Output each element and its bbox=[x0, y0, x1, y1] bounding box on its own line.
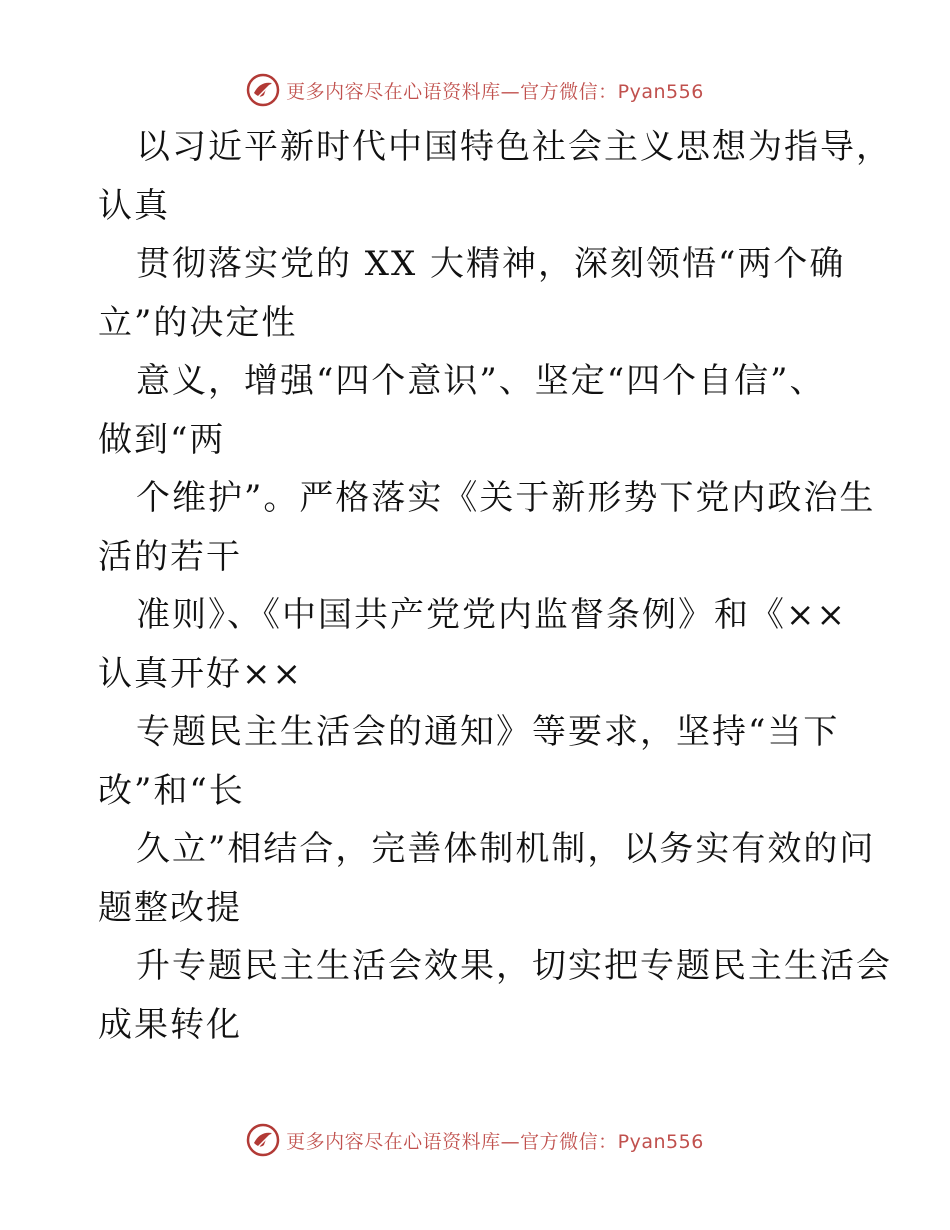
text-line: 升专题民主生活会效果，切实把专题民主生活会 bbox=[136, 946, 892, 986]
footer-banner-separator: — bbox=[500, 1130, 521, 1153]
text-line: 改”和“长 bbox=[98, 770, 245, 811]
text-line: 做到“两 bbox=[98, 419, 226, 460]
text-line: 以习近平新时代中国特色社会主义思想为指导， bbox=[136, 127, 892, 167]
header-banner bbox=[0, 70, 950, 110]
footer-banner-title: 更多内容尽在心语资料库 bbox=[286, 1130, 501, 1153]
header-banner-text bbox=[286, 77, 704, 104]
text-line: 意义，增强“四个意识”、坚定“四个自信”、 bbox=[136, 361, 826, 401]
seal-logo-icon bbox=[246, 73, 280, 107]
text-line: 活的若干 bbox=[98, 536, 242, 577]
footer-banner-text bbox=[286, 1127, 704, 1154]
text-line: 准则》、《中国共产党党内监督条例》和《×× bbox=[136, 595, 847, 635]
header-banner-title: 更多内容尽在心语资料库 bbox=[286, 80, 501, 103]
text-line: 立”的决定性 bbox=[98, 302, 298, 343]
seal-logo-icon bbox=[246, 1123, 280, 1157]
footer-banner bbox=[0, 1120, 950, 1160]
text-line: 专题民主生活会的通知》等要求，坚持“当下 bbox=[136, 712, 840, 752]
footer-banner-contact: 官方微信：Pyan556 bbox=[520, 1130, 704, 1153]
header-banner-contact: 官方微信：Pyan556 bbox=[520, 80, 704, 103]
text-line: 认真 bbox=[98, 185, 170, 226]
header-banner-separator: — bbox=[500, 80, 521, 103]
text-line: 成果转化 bbox=[98, 1004, 242, 1045]
text-line: 认真开好×× bbox=[98, 653, 303, 694]
text-line: 久立”相结合，完善体制机制，以务实有效的问 bbox=[136, 829, 876, 869]
text-line: 个维护”。严格落实《关于新形势下党内政治生 bbox=[136, 478, 876, 518]
text-line: 题整改提 bbox=[98, 887, 242, 928]
text-line: 贯彻落实党的 XX 大精神，深刻领悟“两个确 bbox=[136, 244, 846, 284]
document-body bbox=[98, 118, 892, 1054]
